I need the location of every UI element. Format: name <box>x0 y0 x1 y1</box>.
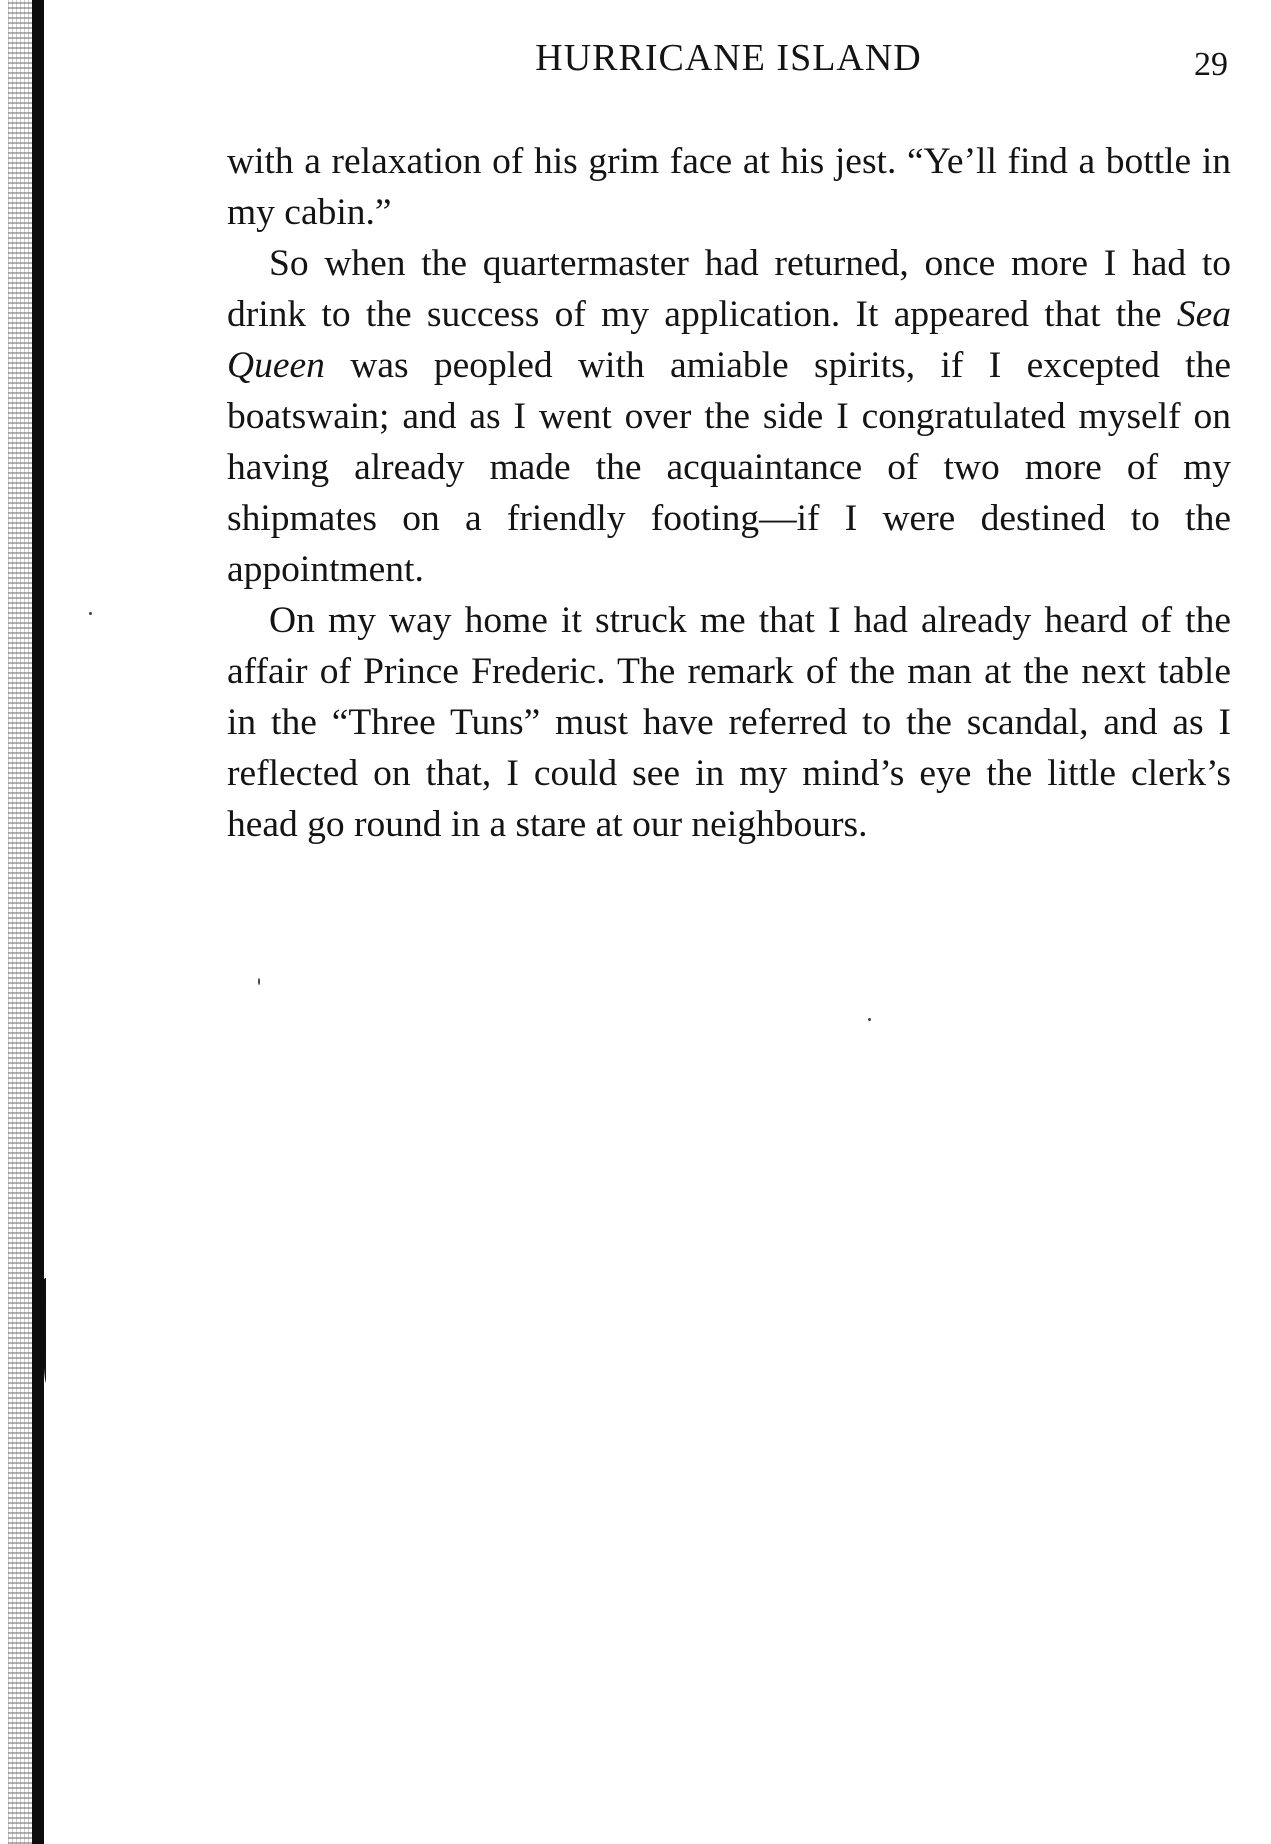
print-speck <box>258 978 260 985</box>
running-head-title: HURRICANE ISLAND <box>535 37 922 79</box>
paragraph-text: On my way home it struck me that I had already heard of the affair of Prince Frederic. The remark of the man at the next table in the “Three Tuns” must have referred to the scandal, and as I reflected on that, I could see in my mind’s eye the little clerk’s head go round in a stare at our neighbours. <box>227 600 1231 845</box>
paragraph-text: with a relaxation of his grim face at his jest. “Ye’ll find a bottle in my cabin.” <box>227 141 1231 233</box>
binding-blot <box>44 1330 46 1386</box>
paragraph <box>227 238 1231 595</box>
paragraph-continuation <box>227 136 1231 238</box>
page-number: 29 <box>1194 46 1228 83</box>
paragraph-text: was peopled with amiable spirits, if I excepted the boatswain; and as I went over the side I congratulated myself on having already made the acquaintance of two more of my shipmates on a friendly footing—if I were destined to the appointment. <box>227 345 1231 590</box>
running-head <box>229 30 1228 83</box>
paragraph-text: So when the quartermaster had returned, once more I had to drink to the success of my application. It appeared that the <box>227 243 1231 335</box>
print-speck <box>89 612 92 615</box>
ship-name: Sea Queen <box>227 294 1231 386</box>
print-speck <box>868 1018 871 1021</box>
binding-edge <box>0 0 46 1844</box>
body-text <box>227 136 1231 850</box>
binding-fray <box>8 0 34 1844</box>
paragraph <box>227 595 1231 850</box>
binding-spine <box>32 0 44 1844</box>
